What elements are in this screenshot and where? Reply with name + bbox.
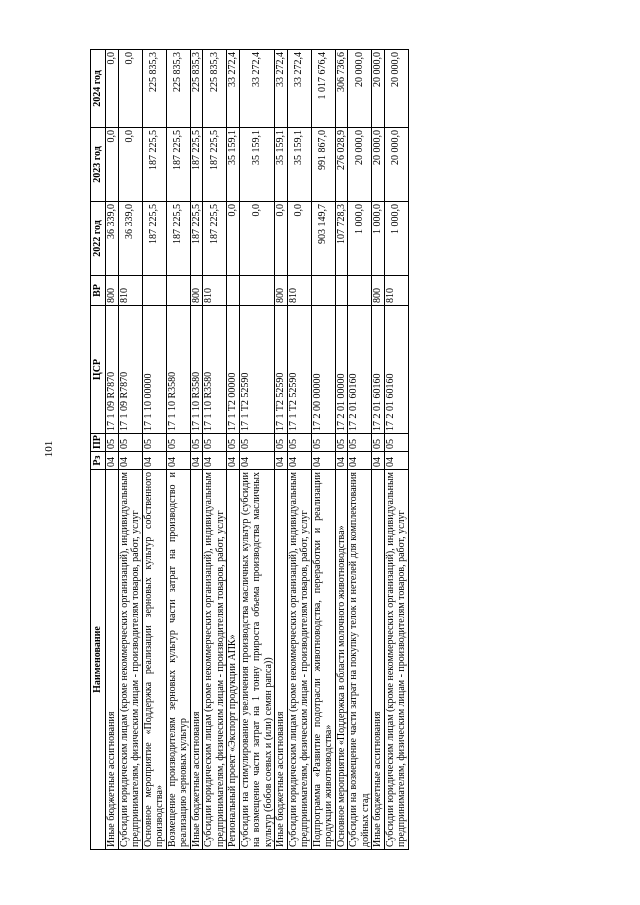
cell-2022: 0,0	[239, 202, 275, 276]
cell-rz: 04	[166, 452, 190, 470]
cell-2024: 33 272,4	[275, 50, 288, 128]
cell-name: Субсидии юридическим лицам (кроме некоммерческих организаций), индивидуальным предпринимателям, физическим лицам - производителям товаров, работ, услуг	[384, 470, 408, 850]
cell-pr: 05	[348, 434, 372, 452]
header-vr: ВР	[91, 276, 106, 306]
cell-name: Основное мероприятие «Поддержка в области молочного животноводства»	[335, 470, 348, 850]
cell-rz: 04	[106, 452, 119, 470]
cell-vr: 800	[372, 276, 385, 306]
cell-pr: 05	[106, 434, 119, 452]
cell-2023: 35 159,1	[275, 128, 288, 202]
cell-2022: 187 225,5	[203, 202, 227, 276]
cell-vr	[311, 276, 335, 306]
cell-pr: 05	[311, 434, 335, 452]
cell-2023: 35 159,1	[287, 128, 311, 202]
cell-2024: 306 736,6	[335, 50, 348, 128]
cell-name: Иные бюджетные ассигнования	[190, 470, 203, 850]
cell-pr: 05	[190, 434, 203, 452]
cell-name: Субсидии юридическим лицам (кроме некоммерческих организаций), индивидуальным предпринимателям, физическим лицам - производителям товаров, работ, услуг	[118, 470, 142, 850]
cell-csr: 17 1 T2 52590	[239, 306, 275, 434]
cell-2022: 1 000,0	[384, 202, 408, 276]
cell-vr: 810	[203, 276, 227, 306]
cell-2023: 20 000,0	[372, 128, 385, 202]
header-2023: 2023 год	[91, 128, 106, 202]
cell-pr: 05	[227, 434, 240, 452]
cell-2023: 991 867,0	[311, 128, 335, 202]
cell-2022: 187 225,5	[142, 202, 166, 276]
table-row	[372, 50, 385, 850]
cell-2023: 187 225,5	[142, 128, 166, 202]
cell-2022: 0,0	[227, 202, 240, 276]
cell-vr	[166, 276, 190, 306]
cell-csr: 17 2 01 60160	[372, 306, 385, 434]
cell-vr: 810	[384, 276, 408, 306]
cell-2022: 36 339,0	[118, 202, 142, 276]
header-csr: ЦСР	[91, 306, 106, 434]
cell-name: Иные бюджетные ассигнования	[106, 470, 119, 850]
cell-2023: 35 159,1	[239, 128, 275, 202]
cell-vr	[142, 276, 166, 306]
table-row	[106, 50, 119, 850]
cell-csr: 17 1 10 00000	[142, 306, 166, 434]
table-row	[227, 50, 240, 850]
cell-csr: 17 1 10 R3580	[190, 306, 203, 434]
cell-2022: 36 339,0	[106, 202, 119, 276]
cell-vr	[335, 276, 348, 306]
table-row	[190, 50, 203, 850]
cell-2022: 107 728,3	[335, 202, 348, 276]
cell-2024: 33 272,4	[287, 50, 311, 128]
rotated-page-content	[90, 50, 550, 850]
cell-vr: 800	[106, 276, 119, 306]
table-row	[118, 50, 142, 850]
cell-rz: 04	[335, 452, 348, 470]
table-row	[203, 50, 227, 850]
cell-csr: 17 1 T2 52590	[287, 306, 311, 434]
cell-pr: 05	[239, 434, 275, 452]
header-rz: Рз	[91, 452, 106, 470]
table-body	[106, 50, 409, 850]
cell-2022: 187 225,5	[190, 202, 203, 276]
table-row	[384, 50, 408, 850]
cell-csr: 17 2 01 60160	[384, 306, 408, 434]
cell-rz: 04	[372, 452, 385, 470]
cell-2023: 0,0	[106, 128, 119, 202]
cell-name: Субсидии на возмещение части затрат на покупку телок и нетелей для комплектования дойных стад	[348, 470, 372, 850]
cell-csr: 17 1 10 R3580	[166, 306, 190, 434]
cell-2024: 1 017 676,4	[311, 50, 335, 128]
cell-name: Иные бюджетные ассигнования	[275, 470, 288, 850]
budget-table	[90, 49, 409, 850]
cell-2023: 20 000,0	[348, 128, 372, 202]
cell-rz: 04	[239, 452, 275, 470]
cell-pr: 05	[275, 434, 288, 452]
cell-2023: 276 028,9	[335, 128, 348, 202]
cell-pr: 05	[335, 434, 348, 452]
cell-name: Возмещение производителям зерновых культур части затрат на производство и реализацию зерновых культур	[166, 470, 190, 850]
cell-rz: 04	[190, 452, 203, 470]
cell-2022: 903 149,7	[311, 202, 335, 276]
table-row	[335, 50, 348, 850]
cell-2024: 225 835,3	[190, 50, 203, 128]
cell-rz: 04	[348, 452, 372, 470]
cell-vr: 800	[275, 276, 288, 306]
cell-2024: 0,0	[106, 50, 119, 128]
cell-csr: 17 2 01 60160	[348, 306, 372, 434]
cell-csr: 17 1 10 R3580	[203, 306, 227, 434]
table-row	[311, 50, 335, 850]
cell-vr	[348, 276, 372, 306]
cell-rz: 04	[227, 452, 240, 470]
cell-2022: 187 225,5	[166, 202, 190, 276]
cell-csr: 17 2 01 00000	[335, 306, 348, 434]
cell-2024: 0,0	[118, 50, 142, 128]
cell-2024: 20 000,0	[372, 50, 385, 128]
cell-name: Иные бюджетные ассигнования	[372, 470, 385, 850]
cell-rz: 04	[118, 452, 142, 470]
cell-rz: 04	[142, 452, 166, 470]
cell-2024: 33 272,4	[239, 50, 275, 128]
table-row	[348, 50, 372, 850]
cell-rz: 04	[287, 452, 311, 470]
cell-vr: 810	[287, 276, 311, 306]
cell-rz: 04	[275, 452, 288, 470]
cell-name: Подпрограмма «Развитие подотрасли животноводства, переработки и реализации продукции животноводства»	[311, 470, 335, 850]
cell-2023: 187 225,5	[190, 128, 203, 202]
cell-pr: 05	[166, 434, 190, 452]
cell-pr: 05	[118, 434, 142, 452]
cell-2022: 1 000,0	[348, 202, 372, 276]
cell-2024: 33 272,4	[227, 50, 240, 128]
cell-vr: 810	[118, 276, 142, 306]
header-2022: 2022 год	[91, 202, 106, 276]
cell-2024: 225 835,3	[166, 50, 190, 128]
cell-2023: 20 000,0	[384, 128, 408, 202]
cell-vr	[227, 276, 240, 306]
cell-name: Региональный проект «Экспорт продукции АПК»	[227, 470, 240, 850]
cell-2022: 0,0	[275, 202, 288, 276]
cell-csr: 17 1 T2 00000	[227, 306, 240, 434]
cell-2022: 1 000,0	[372, 202, 385, 276]
cell-rz: 04	[203, 452, 227, 470]
cell-vr: 800	[190, 276, 203, 306]
table-row	[239, 50, 275, 850]
cell-pr: 05	[142, 434, 166, 452]
table-row	[287, 50, 311, 850]
cell-2023: 35 159,1	[227, 128, 240, 202]
cell-csr: 17 1 09 R7870	[118, 306, 142, 434]
cell-2023: 187 225,5	[203, 128, 227, 202]
cell-pr: 05	[287, 434, 311, 452]
cell-csr: 17 2 00 00000	[311, 306, 335, 434]
cell-2024: 225 835,3	[142, 50, 166, 128]
table-row	[275, 50, 288, 850]
cell-vr	[239, 276, 275, 306]
header-pr: ПР	[91, 434, 106, 452]
page-number: 101	[43, 440, 55, 458]
cell-name: Субсидии юридическим лицам (кроме некоммерческих организаций), индивидуальным предпринимателям, физическим лицам - производителям товаров, работ, услуг	[203, 470, 227, 850]
table-row	[142, 50, 166, 850]
cell-pr: 05	[372, 434, 385, 452]
cell-csr: 17 1 T2 52590	[275, 306, 288, 434]
cell-2023: 0,0	[118, 128, 142, 202]
table-row	[166, 50, 190, 850]
cell-rz: 04	[384, 452, 408, 470]
cell-2024: 20 000,0	[348, 50, 372, 128]
cell-pr: 05	[203, 434, 227, 452]
cell-2023: 187 225,5	[166, 128, 190, 202]
cell-name: Субсидии юридическим лицам (кроме некоммерческих организаций), индивидуальным предпринимателям, физическим лицам - производителям товаров, работ, услуг	[287, 470, 311, 850]
cell-rz: 04	[311, 452, 335, 470]
header-name: Наименование	[91, 470, 106, 850]
table-header-row	[91, 50, 106, 850]
cell-pr: 05	[384, 434, 408, 452]
cell-2024: 20 000,0	[384, 50, 408, 128]
cell-2024: 225 835,3	[203, 50, 227, 128]
cell-name: Основное мероприятие «Поддержка реализации зерновых культур собственного производства»	[142, 470, 166, 850]
header-2024: 2024 год	[91, 50, 106, 128]
cell-name: Субсидии на стимулирование увеличения производства масличных культур (субсидии на возмещение части затрат на 1 тонну прироста объема производства масличных культур (бобов соевых и (или) семян рапса))	[239, 470, 275, 850]
cell-2022: 0,0	[287, 202, 311, 276]
cell-csr: 17 1 09 R7870	[106, 306, 119, 434]
